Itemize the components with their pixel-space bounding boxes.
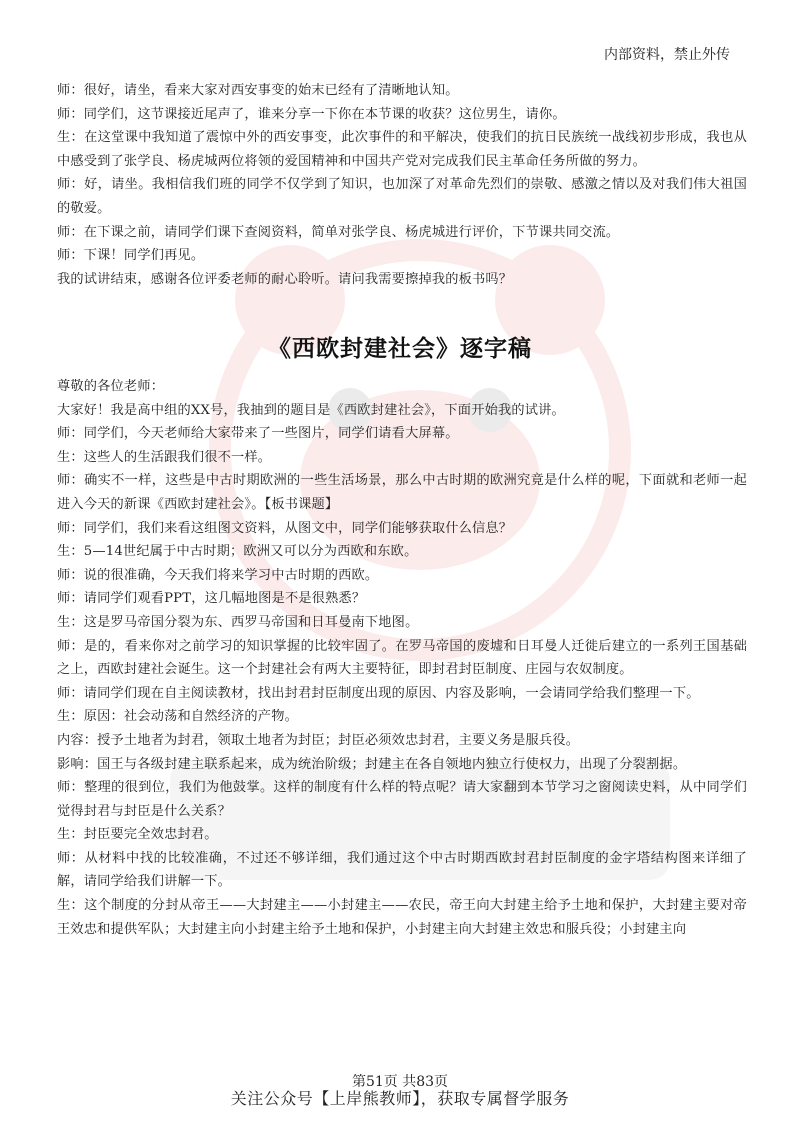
header-confidential-note: 内部资料，禁止外传 [604,47,730,63]
footer-promo: 关注公众号【上岸熊教师】，获取专属督学服务 [230,1089,570,1108]
section-title: 《西欧封建社会》逐字稿 [268,335,532,362]
transcript-line: 师：同学们，今天老师给大家带来了一些图片，同学们请看大屏幕。 [57,426,459,442]
transcript-line: 师：好，请坐。我相信我们班的同学不仅学到了知识，也加深了对革命先烈们的崇敬、感激之情以及对我们伟大祖国的敬爱。 [57,177,747,216]
transcript-line: 内容：授予土地者为封君，领取土地者为封臣；封臣必须效忠封君，主要义务是服兵役。 [57,732,580,748]
transcript-line: 师：在下课之前，请同学们课下查阅资料，简单对张学良、杨虎城进行评价，下节课共同交流。 [57,224,620,240]
transcript-line: 生：原因：社会动荡和自然经济的产物。 [57,709,298,725]
transcript-line: 师：从材料中找的比较准确，不过还不够详细，我们通过这个中古时期西欧封君封臣制度的金字塔结构图来详细了解，请同学给我们讲解一下。 [57,850,747,890]
transcript-line: 师：是的，看来你对之前学习的知识掌握的比较牢固了。在罗马帝国的废墟和日耳曼人迁徙后建立的一系列王国基础之上，西欧封建社会诞生。这一个封建社会有两大主要特征，即封君封臣制度、庄园与农奴制度。 [57,638,747,678]
transcript-line: 生：这些人的生活跟我们很不一样。 [57,449,272,465]
transcript-line: 生：封臣要完全效忠封君。 [57,827,218,843]
transcript-line: 师：下课！同学们再见。 [57,248,205,264]
page-number: 第51页 共83页 [351,1074,449,1090]
salutation: 尊敬的各位老师： [57,379,165,394]
transcript-line: 师：请同学们现在自主阅读教材，找出封君封臣制度出现的原因、内容及影响，一会请同学给我们整理一下。 [57,685,700,701]
transcript-line: 我的试讲结束，感谢各位评委老师的耐心聆听。请问我需要擦掉我的板书吗？ [57,271,513,287]
transcript-line: 师：很好，请坐，看来大家对西安事变的始末已经有了清晰地认知。 [57,83,459,98]
transcript-line: 师：说的很准确，今天我们将来学习中古时期的西欧。 [57,567,379,583]
transcript-line: 师：请同学们观看PPT，这几幅地图是不是很熟悉？ [57,591,366,607]
main-transcript [57,375,747,941]
transcript-line: 大家好！我是高中组的XX号，我抽到的题目是《西欧封建社会》，下面开始我的试讲。 [57,402,565,418]
transcript-line: 生：5—14世纪属于中古时期；欧洲又可以分为西欧和东欧。 [57,544,418,560]
transcript-line: 师：整理的很到位，我们为他鼓掌。这样的制度有什么样的特点呢？请大家翻到本节学习之窗阅读史料，从中同学们觉得封君与封臣是什么关系？ [57,780,747,819]
transcript-line: 生：这个制度的分封从帝王——大封建主——小封建主——农民，帝王向大封建主给予土地和保护，大封建主要对帝王效忠和提供军队；大封建主向小封建主给予土地和保护，小封建主向大封建主效忠和服兵役；小封建主向 [57,898,747,937]
transcript-line: 生：在这堂课中我知道了震惊中外的西安事变，此次事件的和平解决，使我们的抗日民族统一战线初步形成，我也从中感受到了张学良、杨虎城两位将领的爱国精神和中国共产党对完成我们民主革命任务所做的努力。 [57,130,747,169]
transcript-line: 师：同学们，这节课接近尾声了，谁来分享一下你在本节课的收获？这位男生，请你。 [57,106,566,122]
top-transcript [57,79,747,291]
transcript-line: 师：确实不一样，这些是中古时期欧洲的一些生活场景，那么中古时期的欧洲究竟是什么样的呢，下面就和老师一起进入今天的新课《西欧封建社会》。【板书课题】 [57,473,747,512]
transcript-line: 影响：国王与各级封建主联系起来，成为统治阶级；封建主在各自领地内独立行使权力，出现了分裂割据。 [57,756,687,772]
transcript-line: 生：这是罗马帝国分裂为东、西罗马帝国和日耳曼南下地图。 [57,614,419,630]
transcript-line: 师：同学们，我们来看这组图文资料，从图文中，同学们能够获取什么信息？ [57,520,513,536]
